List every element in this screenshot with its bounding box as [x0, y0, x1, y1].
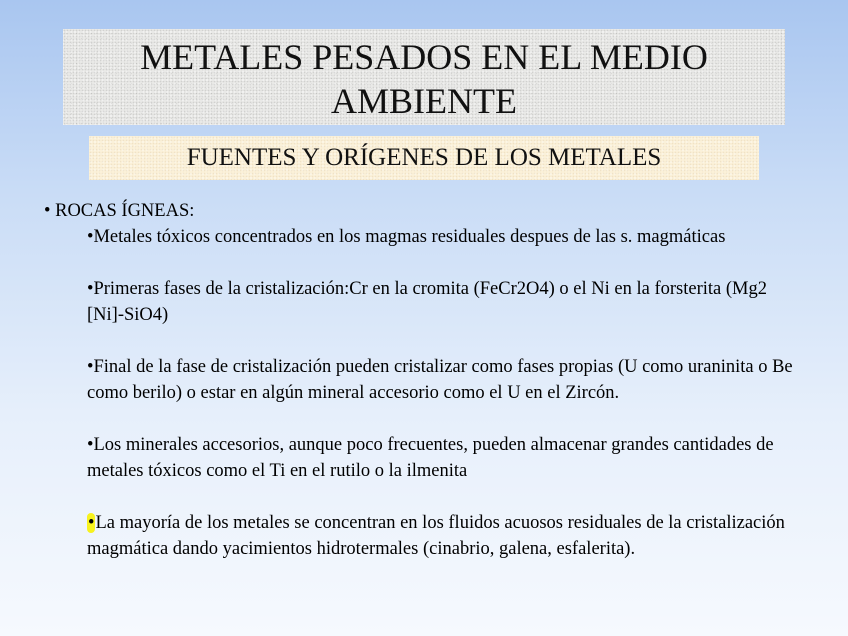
list-item — [87, 276, 804, 328]
main-bullet-rocas-igneas: • ROCAS ÍGNEAS: — [44, 201, 195, 221]
list-item-text: Final de la fase de cristalización pueden cristalizar como fases propias (U como uraninita o Be como berilo) o estar en algún mineral accesorio como el U en el Zircón. — [87, 357, 793, 403]
list-item — [87, 432, 804, 484]
sub-bullet-list — [87, 224, 804, 562]
bullet-icon: • — [87, 227, 94, 247]
slide-subtitle: FUENTES Y ORÍGENES DE LOS METALES — [186, 144, 662, 171]
bullet-icon: • — [87, 435, 94, 455]
slide-subtitle-box — [89, 136, 759, 180]
list-item — [87, 224, 804, 250]
list-item-text: Los minerales accesorios, aunque poco frecuentes, pueden almacenar grandes cantidades de metales tóxicos como el Ti en el rutilo o la ilmenita — [87, 435, 774, 481]
highlighted-bullet-icon: • — [88, 513, 95, 533]
slide-content — [44, 198, 804, 562]
bullet-icon: • — [87, 357, 94, 377]
list-item — [87, 354, 804, 406]
list-item — [87, 510, 804, 562]
slide-title-box — [63, 29, 785, 125]
slide-title: METALES PESADOS EN EL MEDIO AMBIENTE — [140, 37, 708, 121]
list-item-text: Primeras fases de la cristalización:Cr en la cromita (FeCr2O4) o el Ni en la forsterita (Mg2 [Ni]-SiO4) — [87, 279, 767, 325]
list-item-text: La mayoría de los metales se concentran en los fluidos acuosos residuales de la cristalización magmática dando yacimientos hidrotermales (cinabrio, galena, esfalerita). — [87, 513, 785, 559]
list-item-text: Metales tóxicos concentrados en los magmas residuales despues de las s. magmáticas — [93, 227, 726, 247]
bullet-icon: • — [87, 279, 94, 299]
